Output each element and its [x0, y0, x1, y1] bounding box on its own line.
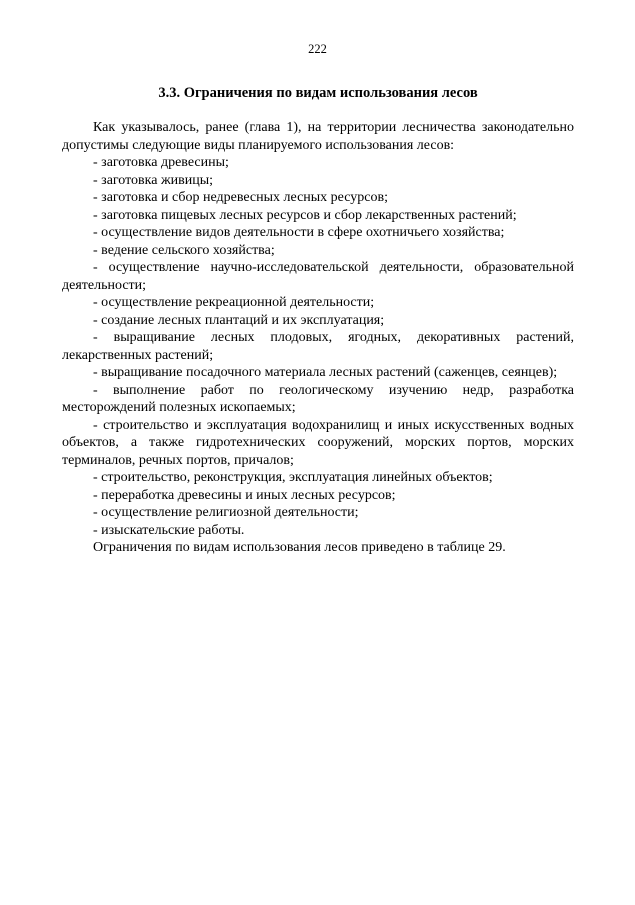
list-item: - осуществление рекреационной деятельности;	[93, 295, 375, 310]
closing-paragraph: Ограничения по видам использования лесов приведено в таблице 29.	[93, 540, 506, 555]
list-item: - осуществление религиозной деятельности;	[93, 505, 359, 520]
intro-paragraph: Как указывалось, ранее (глава 1), на территории лесничества законодательно допустимы следующие виды планируемого использования лесов:	[62, 120, 574, 153]
list-item: - создание лесных плантаций и их эксплуатация;	[93, 312, 385, 328]
list-item: - осуществление видов деятельности в сфере охотничьего хозяйства;	[93, 225, 505, 240]
page-number: 222	[308, 42, 327, 56]
list-item: - строительство и эксплуатация водохранилищ и иных искусственных водных объектов, а также гидротехнических сооружений, морских портов, морских терминалов, речных портов, причалов;	[62, 417, 574, 468]
section-heading: 3.3. Ограничения по видам использования лесов	[158, 85, 478, 101]
usage-list	[62, 154, 574, 539]
list-item: - заготовка и сбор недревесных лесных ресурсов;	[93, 190, 388, 205]
list-item: - ведение сельского хозяйства;	[93, 242, 275, 258]
list-item: - выращивание лесных плодовых, ягодных, декоративных растений, лекарственных растений;	[62, 330, 574, 363]
list-item: - строительство, реконструкция, эксплуатация линейных объектов;	[93, 470, 493, 485]
list-item: - выращивание посадочного материала лесных растений (саженцев, сеянцев);	[93, 365, 558, 380]
list-item: - осуществление научно-исследовательской деятельности, образовательной деятельности;	[62, 260, 574, 293]
list-item: - изыскательские работы.	[93, 522, 245, 538]
list-item: - переработка древесины и иных лесных ресурсов;	[93, 487, 396, 503]
section-body	[62, 119, 574, 557]
list-item: - заготовка живицы;	[93, 172, 214, 188]
list-item: - заготовка древесины;	[93, 155, 229, 170]
list-item: - выполнение работ по геологическому изучению недр, разработка месторождений полезных ископаемых;	[62, 382, 574, 415]
list-item: - заготовка пищевых лесных ресурсов и сбор лекарственных растений;	[93, 207, 517, 223]
